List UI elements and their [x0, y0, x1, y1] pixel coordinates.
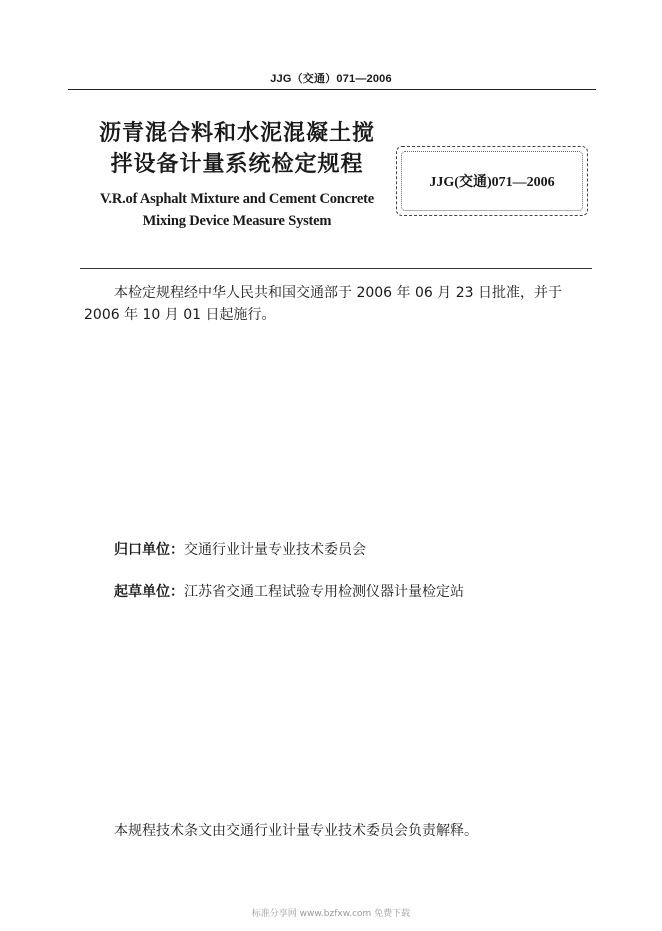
- approval-paragraph: 本检定规程经中华人民共和国交通部于 2006 年 06 月 23 日批准，并于 2006 年 10 月 01 日起施行。: [84, 285, 562, 323]
- responsible-unit: [114, 539, 366, 559]
- drafting-unit-label: 起草单位：: [114, 584, 184, 600]
- closing-statement: 本规程技术条文由交通行业计量专业技术委员会负责解释。: [114, 823, 478, 839]
- title-cn-line-1: 沥青混合料和水泥混凝土搅: [98, 121, 375, 146]
- drafting-unit: [114, 581, 464, 601]
- site-watermark: 标准分享网 www.bzfxw.com 免费下载: [251, 909, 411, 919]
- drafting-unit-value: 江苏省交通工程试验专用检测仪器计量检定站: [184, 584, 464, 600]
- title-block: [82, 118, 392, 232]
- stamp-code: JJG(交通)071—2006: [429, 175, 555, 190]
- title-en-line-2: Mixing Device Measure System: [142, 213, 332, 229]
- section-divider: [80, 268, 592, 269]
- title-en: [82, 188, 392, 232]
- title-en-line-1: V.R.of Asphalt Mixture and Cement Concrete: [100, 191, 374, 207]
- title-cn-line-2: 拌设备计量系统检定规程: [110, 152, 364, 177]
- responsible-unit-value: 交通行业计量专业技术委员会: [184, 542, 366, 558]
- responsible-unit-label: 归口单位：: [114, 542, 184, 558]
- standard-code-stamp: [396, 146, 588, 216]
- header-rule: [68, 89, 596, 90]
- running-header: JJG（交通）071—2006: [270, 73, 392, 85]
